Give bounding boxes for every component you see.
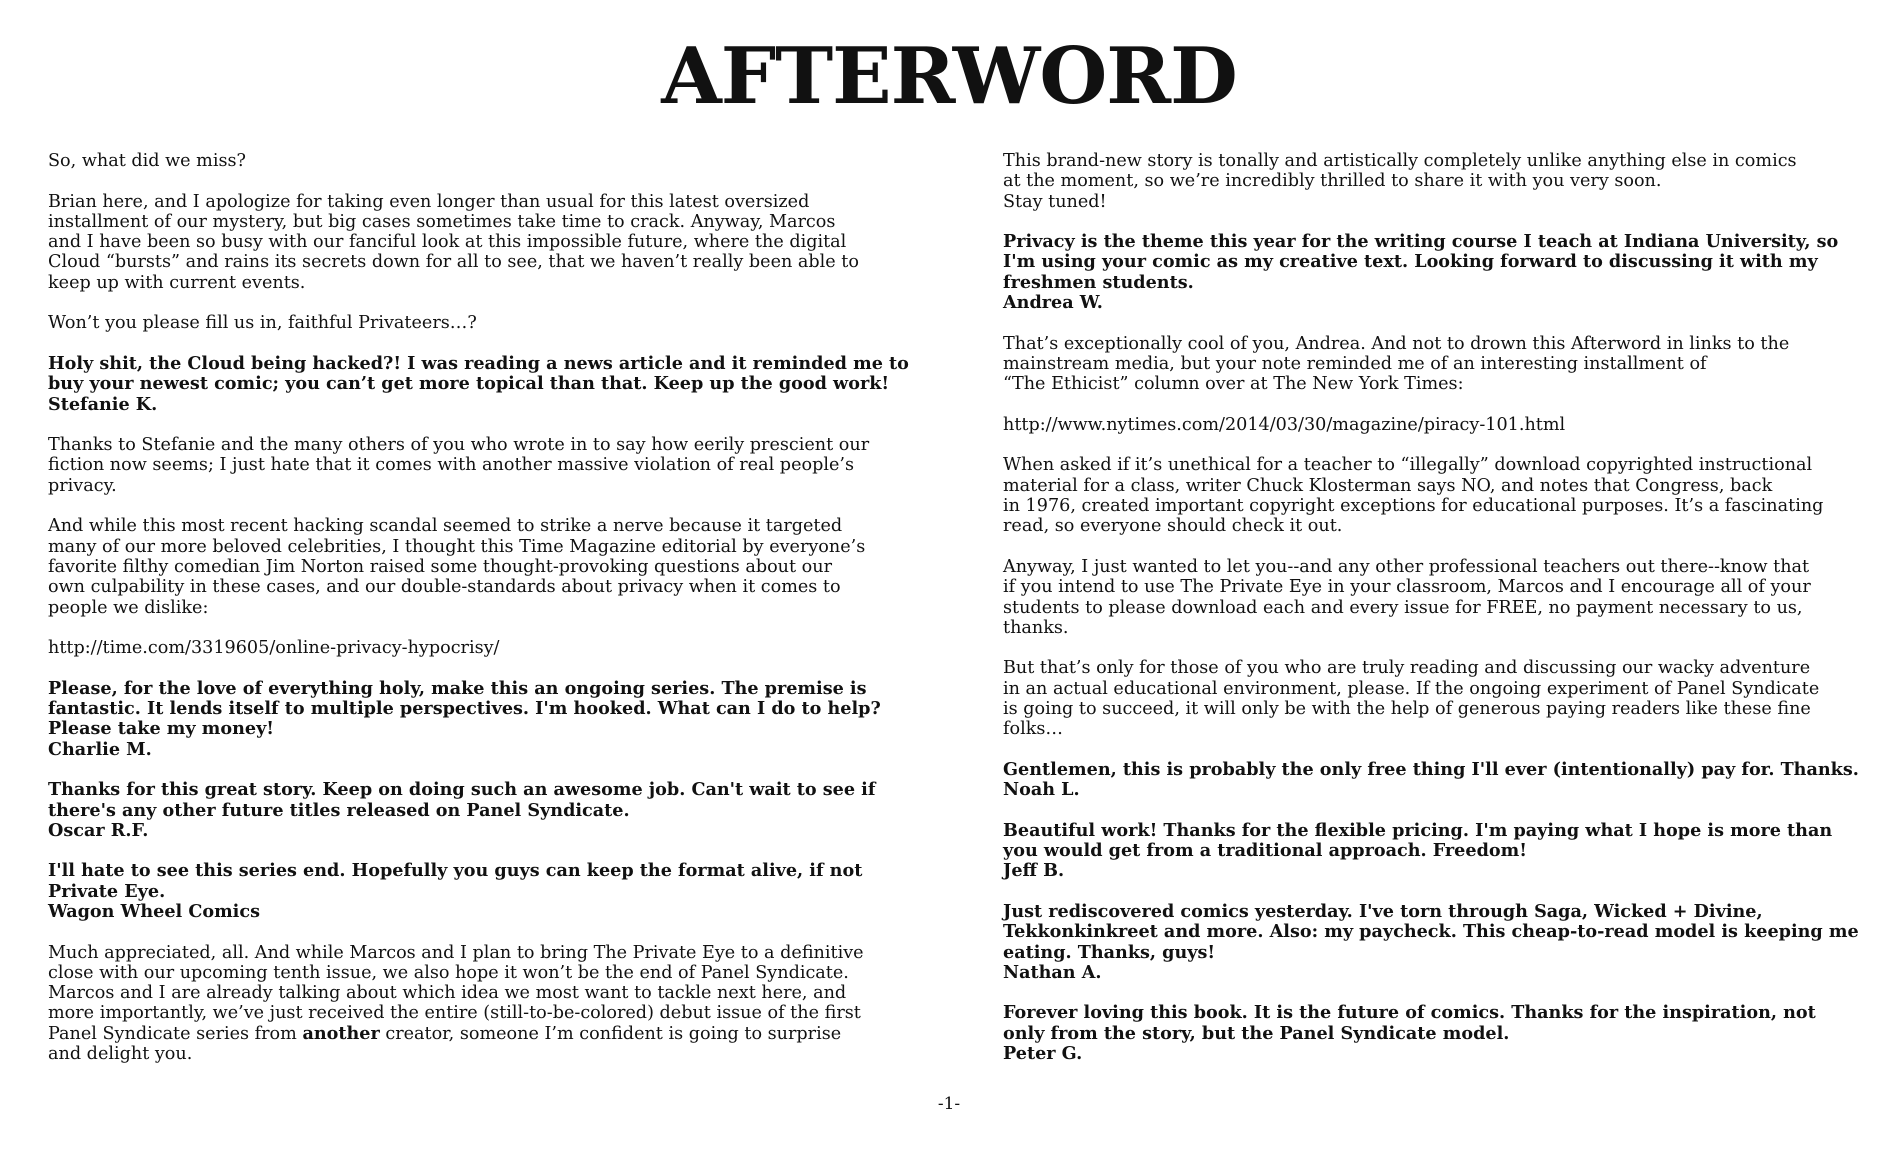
paragraph-line: Forever loving this book. It is the future of comics. Thanks for the inspiration, not [1003,1002,1816,1024]
paragraph-line: Stefanie K. [48,393,158,415]
paragraph-line: at the moment, so we’re incredibly thrilled to share it with you very soon. [1003,171,1662,192]
paragraph-line: in an actual educational environment, please. If the ongoing experiment of Panel Syndicate [1003,678,1820,699]
reader-letter [1003,232,1883,313]
paragraph-line: Stay tuned! [1003,191,1107,212]
paragraph [1003,455,1883,536]
paragraph-line: more importantly, we’ve just received the entire (still-to-be-colored) debut issue of the first [48,1003,861,1024]
paragraph-line: many of our more beloved celebrities, I thought this Time Magazine editorial by everyone’s [48,536,866,557]
paragraph-line: Holy shit, the Cloud being hacked?! I was reading a news article and it reminded me to [48,352,909,374]
paragraph-line: So, what did we miss? [48,151,246,171]
paragraph-line: Oscar R.F. [48,819,149,841]
paragraph-line: there's any other future titles released on Panel Syndicate. [48,799,630,821]
paragraph-line: in 1976, created important copyright exceptions for educational purposes. It’s a fascinating [1003,496,1824,517]
paragraph-line: people we dislike: [48,597,209,618]
paragraph [48,313,958,333]
paragraph-line: eating. Thanks, guys! [1003,941,1216,963]
paragraph-line: But that’s only for those of you who are truly reading and discussing our wacky adventure [1003,658,1811,679]
paragraph-line: Private Eye. [48,880,166,902]
paragraph-line: if you intend to use The Private Eye in your classroom, Marcos and I encourage all of your [1003,577,1811,598]
paragraph-line: and delight you. [48,1044,193,1065]
paragraph-line: Brian here, and I apologize for taking even longer than usual for this latest oversized [48,191,810,212]
paragraph [1003,557,1883,638]
paragraph-line: http://time.com/3319605/online-privacy-hypocrisy/ [48,638,500,659]
paragraph-line: Much appreciated, all. And while Marcos and I plan to bring The Private Eye to a definitive [48,942,864,963]
left-column [48,151,958,1085]
paragraph-line: Andrea W. [1003,292,1103,314]
paragraph [48,943,958,1065]
paragraph [1003,334,1883,395]
paragraph-line: material for a class, writer Chuck Klosterman says NO, and notes that Congress, back [1003,475,1773,496]
paragraph-line: Please take my money! [48,718,275,740]
paragraph-line: Please, for the love of everything holy, make this an ongoing series. The premise is [48,677,867,699]
reader-letter [48,861,958,922]
paragraph-line: Noah L. [1003,779,1080,801]
page-title: AFTERWORD [661,31,1237,122]
paragraph-line: and I have been so busy with our fanciful look at this impossible future, where the digital [48,232,847,253]
paragraph-line: installment of our mystery, but big cases sometimes take time to crack. Anyway, Marcos [48,211,836,232]
emphasis-text: another [302,1022,380,1044]
paragraph-line: fantastic. It lends itself to multiple perspectives. I'm hooked. What can I do to help? [48,698,881,720]
paragraph-line: Wagon Wheel Comics [48,900,260,922]
paragraph-line: keep up with current events. [48,272,306,293]
reader-letter [48,780,958,841]
paragraph-line: Tekkonkinkreet and more. Also: my paycheck. This cheap-to-read model is keeping me [1003,921,1859,943]
paragraph-line: close with our upcoming tenth issue, we also hope it won’t be the end of Panel Syndicate. [48,962,849,983]
paragraph-line: Peter G. [1003,1043,1083,1065]
paragraph-line: freshmen students. [1003,271,1194,293]
paragraph-line: Just rediscovered comics yesterday. I've torn through Saga, Wicked + Divine, [1003,900,1763,922]
paragraph-line: Panel Syndicate series from another creator, someone I’m confident is going to surprise [48,1022,842,1044]
paragraph [1003,151,1883,212]
paragraph-line: Privacy is the theme this year for the writing course I teach at Indiana University, so [1003,231,1839,253]
paragraph-line: fiction now seems; I just hate that it comes with another massive violation of real people’s [48,455,854,476]
paragraph-line: you would get from a traditional approach. Freedom! [1003,840,1527,862]
paragraph [48,435,958,496]
right-column [1003,151,1883,1085]
paragraph-line: Beautiful work! Thanks for the flexible pricing. I'm paying what I hope is more than [1003,819,1833,841]
reader-letter [1003,1003,1883,1064]
reader-letter [1003,902,1883,983]
paragraph-line: favorite filthy comedian Jim Norton raised some thought-provoking questions about our [48,556,833,577]
paragraph-line: students to please download each and every issue for FREE, no payment necessary to us, [1003,597,1803,618]
paragraph-line: Anyway, I just wanted to let you--and any other professional teachers out there--know that [1003,556,1810,577]
reader-letter [1003,760,1883,801]
paragraph-line: I'm using your comic as my creative text. Looking forward to discussing it with my [1003,251,1818,273]
paragraph-line: Charlie M. [48,738,152,760]
paragraph [1003,658,1883,739]
paragraph-line: mainstream media, but your note reminded me of an interesting installment of [1003,353,1707,374]
paragraph-line: only from the story, but the Panel Syndicate model. [1003,1022,1510,1044]
page-number: -1- [937,1094,961,1114]
paragraph-line: own culpability in these cases, and our double-standards about privacy when it comes to [48,577,841,598]
paragraph-line: buy your newest comic; you can’t get more topical than that. Keep up the good work! [48,373,890,395]
paragraph-line: Gentlemen, this is probably the only free thing I'll ever (intentionally) pay for. Thanks. [1003,758,1859,780]
paragraph-line: thanks. [1003,617,1069,638]
paragraph-line: folks… [1003,719,1064,740]
paragraph-line: http://www.nytimes.com/2014/03/30/magazine/piracy-101.html [1003,414,1566,435]
paragraph-line: Won’t you please fill us in, faithful Privateers…? [48,313,477,334]
paragraph-line: Nathan A. [1003,961,1102,983]
paragraph-line: Jeff B. [1003,860,1065,882]
paragraph-line: Thanks to Stefanie and the many others of you who wrote in to say how eerily prescient our [48,435,870,456]
paragraph-line: read, so everyone should check it out. [1003,516,1343,537]
paragraph-line: And while this most recent hacking scandal seemed to strike a nerve because it targeted [48,516,843,537]
paragraph-line: Marcos and I are already talking about which idea we most want to tackle next here, and [48,983,847,1004]
reader-letter [48,354,958,415]
paragraph-line: This brand-new story is tonally and artistically completely unlike anything else in comics [1003,151,1797,171]
paragraph-line: is going to succeed, it will only be with the help of generous paying readers like these fine [1003,699,1811,720]
paragraph [48,516,958,617]
paragraph-line: “The Ethicist” column over at The New York Times: [1003,374,1464,395]
url-text [48,638,958,658]
paragraph-line: When asked if it’s unethical for a teacher to “illegally” download copyrighted instructional [1003,455,1813,476]
paragraph-line: Cloud “bursts” and rains its secrets down for all to see, that we haven’t really been able to [48,252,859,273]
reader-letter [1003,821,1883,882]
paragraph [48,151,958,171]
paragraph-line: privacy. [48,475,117,496]
paragraph [48,192,958,293]
reader-letter [48,679,958,760]
paragraph-line: Thanks for this great story. Keep on doing such an awesome job. Can't wait to see if [48,779,876,801]
url-text [1003,415,1883,435]
paragraph-line: That’s exceptionally cool of you, Andrea. And not to drown this Afterword in links to the [1003,333,1790,354]
paragraph-line: I'll hate to see this series end. Hopefully you guys can keep the format alive, if not [48,860,863,882]
